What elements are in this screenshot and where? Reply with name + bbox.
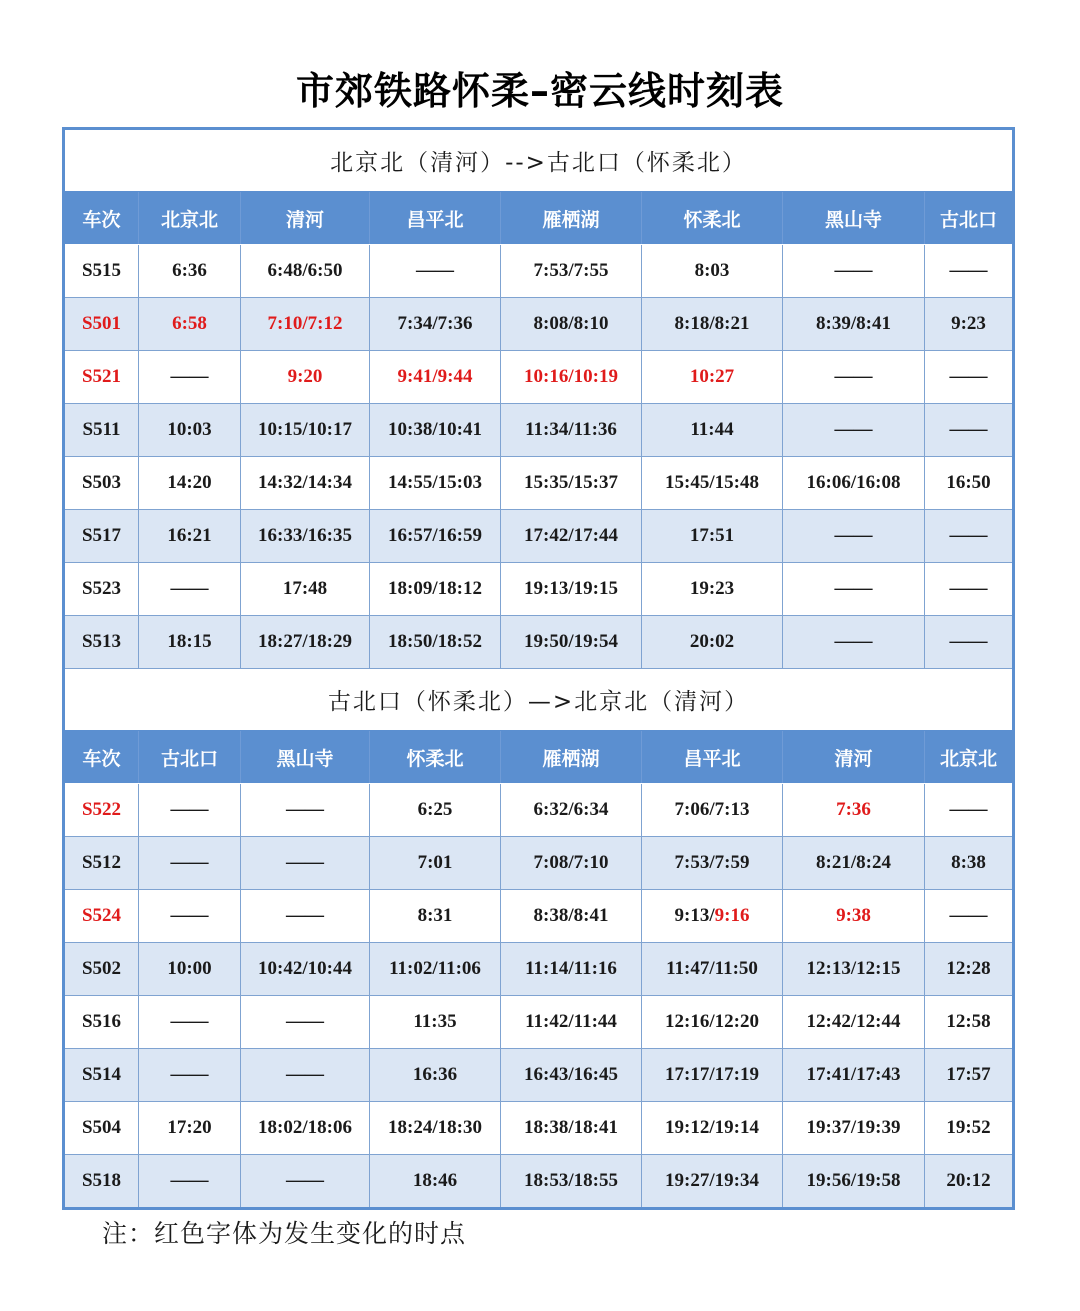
time-cell: 7:36 xyxy=(783,784,925,837)
column-header: 古北口 xyxy=(139,731,241,784)
time-cell: 17:48 xyxy=(241,563,370,616)
time-cell: 18:38/18:41 xyxy=(501,1102,642,1155)
time-cell: 7:53/7:59 xyxy=(642,837,783,890)
time-cell: 18:15 xyxy=(139,616,241,669)
time-cell: 19:52 xyxy=(925,1102,1014,1155)
table-row xyxy=(64,1049,1014,1102)
time-cell: —— xyxy=(139,1049,241,1102)
time-cell: 15:45/15:48 xyxy=(642,457,783,510)
time-cell: 10:42/10:44 xyxy=(241,943,370,996)
time-cell: —— xyxy=(139,1155,241,1209)
time-cell: 16:33/16:35 xyxy=(241,510,370,563)
column-header: 古北口 xyxy=(925,192,1014,245)
time-cell: 19:50/19:54 xyxy=(501,616,642,669)
column-header: 清河 xyxy=(241,192,370,245)
train-number-cell: S518 xyxy=(64,1155,139,1209)
time-cell: —— xyxy=(241,1155,370,1209)
time-cell: 18:02/18:06 xyxy=(241,1102,370,1155)
table-row xyxy=(64,890,1014,943)
time-cell: 8:18/8:21 xyxy=(642,298,783,351)
table-row xyxy=(64,563,1014,616)
column-header: 北京北 xyxy=(925,731,1014,784)
table-row xyxy=(64,457,1014,510)
time-cell xyxy=(642,890,783,943)
time-cell: 18:46 xyxy=(370,1155,501,1209)
time-cell: 12:58 xyxy=(925,996,1014,1049)
time-cell: 18:24/18:30 xyxy=(370,1102,501,1155)
time-cell: 8:08/8:10 xyxy=(501,298,642,351)
time-cell: 16:06/16:08 xyxy=(783,457,925,510)
time-cell: 9:38 xyxy=(783,890,925,943)
time-cell: 9:41/9:44 xyxy=(370,351,501,404)
header-row xyxy=(64,192,1014,245)
time-cell: 16:43/16:45 xyxy=(501,1049,642,1102)
time-cell: —— xyxy=(925,563,1014,616)
time-cell: 19:56/19:58 xyxy=(783,1155,925,1209)
time-cell: —— xyxy=(925,510,1014,563)
column-header: 昌平北 xyxy=(642,731,783,784)
time-cell: 8:39/8:41 xyxy=(783,298,925,351)
train-number-cell: S503 xyxy=(64,457,139,510)
time-cell: 14:55/15:03 xyxy=(370,457,501,510)
train-number-cell: S511 xyxy=(64,404,139,457)
column-header: 雁栖湖 xyxy=(501,192,642,245)
time-cell: 12:42/12:44 xyxy=(783,996,925,1049)
time-cell: 6:32/6:34 xyxy=(501,784,642,837)
time-cell: 8:31 xyxy=(370,890,501,943)
time-cell: —— xyxy=(783,351,925,404)
time-cell: —— xyxy=(241,1049,370,1102)
table-row xyxy=(64,616,1014,669)
timetable xyxy=(62,127,1015,1210)
time-cell: 11:47/11:50 xyxy=(642,943,783,996)
table-row xyxy=(64,996,1014,1049)
time-cell: 16:21 xyxy=(139,510,241,563)
table-row xyxy=(64,837,1014,890)
time-cell: —— xyxy=(370,245,501,298)
column-header: 怀柔北 xyxy=(642,192,783,245)
column-header: 昌平北 xyxy=(370,192,501,245)
time-cell: —— xyxy=(241,996,370,1049)
time-cell: —— xyxy=(139,784,241,837)
time-cell: 20:12 xyxy=(925,1155,1014,1209)
column-header: 车次 xyxy=(64,731,139,784)
column-header: 清河 xyxy=(783,731,925,784)
page-title: 市郊铁路怀柔–密云线时刻表 xyxy=(295,69,784,113)
train-number-cell: S522 xyxy=(64,784,139,837)
time-cell: 6:48/6:50 xyxy=(241,245,370,298)
time-cell: 10:38/10:41 xyxy=(370,404,501,457)
time-cell: 8:03 xyxy=(642,245,783,298)
time-cell: 10:16/10:19 xyxy=(501,351,642,404)
time-cell: 7:08/7:10 xyxy=(501,837,642,890)
time-cell: —— xyxy=(783,510,925,563)
table-row xyxy=(64,1102,1014,1155)
time-cell: —— xyxy=(925,351,1014,404)
time-cell: 16:36 xyxy=(370,1049,501,1102)
time-cell: 19:37/19:39 xyxy=(783,1102,925,1155)
time-cell: —— xyxy=(241,784,370,837)
time-cell: —— xyxy=(139,996,241,1049)
train-number-cell: S514 xyxy=(64,1049,139,1102)
time-cell: 18:50/18:52 xyxy=(370,616,501,669)
time-cell: 19:23 xyxy=(642,563,783,616)
time-cell: 8:21/8:24 xyxy=(783,837,925,890)
table-row xyxy=(64,298,1014,351)
time-cell: 10:00 xyxy=(139,943,241,996)
time-cell: 10:15/10:17 xyxy=(241,404,370,457)
table-row xyxy=(64,784,1014,837)
time-cell: 11:34/11:36 xyxy=(501,404,642,457)
time-cell: 19:27/19:34 xyxy=(642,1155,783,1209)
time-cell: —— xyxy=(139,890,241,943)
time-cell: 11:35 xyxy=(370,996,501,1049)
time-cell: —— xyxy=(925,890,1014,943)
time-cell: 9:23 xyxy=(925,298,1014,351)
time-cell: 11:14/11:16 xyxy=(501,943,642,996)
time-cell: —— xyxy=(139,837,241,890)
time-cell: —— xyxy=(925,616,1014,669)
time-cell: —— xyxy=(783,616,925,669)
time-cell: 16:57/16:59 xyxy=(370,510,501,563)
time-cell: 7:01 xyxy=(370,837,501,890)
time-cell: 7:53/7:55 xyxy=(501,245,642,298)
time-cell: 12:13/12:15 xyxy=(783,943,925,996)
time-cell: —— xyxy=(783,404,925,457)
column-header: 黑山寺 xyxy=(241,731,370,784)
time-cell: 11:42/11:44 xyxy=(501,996,642,1049)
time-cell: 7:10/7:12 xyxy=(241,298,370,351)
time-cell: —— xyxy=(783,563,925,616)
table-row xyxy=(64,510,1014,563)
train-number-cell: S523 xyxy=(64,563,139,616)
time-cell: 18:09/18:12 xyxy=(370,563,501,616)
column-header: 雁栖湖 xyxy=(501,731,642,784)
direction-row xyxy=(64,669,1014,731)
time-cell: 7:06/7:13 xyxy=(642,784,783,837)
time-cell: 14:20 xyxy=(139,457,241,510)
time-cell: 9:20 xyxy=(241,351,370,404)
time-cell: 15:35/15:37 xyxy=(501,457,642,510)
train-number-cell: S504 xyxy=(64,1102,139,1155)
time-cell: —— xyxy=(925,784,1014,837)
time-cell: 12:28 xyxy=(925,943,1014,996)
train-number-cell: S502 xyxy=(64,943,139,996)
time-cell: 6:58 xyxy=(139,298,241,351)
column-header: 怀柔北 xyxy=(370,731,501,784)
train-number-cell: S524 xyxy=(64,890,139,943)
time-cell: 17:42/17:44 xyxy=(501,510,642,563)
time-part: 9:13/ xyxy=(674,905,715,926)
time-cell: —— xyxy=(139,563,241,616)
time-cell: 14:32/14:34 xyxy=(241,457,370,510)
time-part-changed: 9:16 xyxy=(714,905,750,926)
time-cell: 10:27 xyxy=(642,351,783,404)
table-row xyxy=(64,404,1014,457)
train-number-cell: S521 xyxy=(64,351,139,404)
direction-title: 北京北（清河）-->古北口（怀柔北） xyxy=(64,129,1014,192)
time-cell: —— xyxy=(783,245,925,298)
time-cell: 6:36 xyxy=(139,245,241,298)
table-row xyxy=(64,351,1014,404)
train-number-cell: S501 xyxy=(64,298,139,351)
train-number-cell: S517 xyxy=(64,510,139,563)
time-cell: 17:51 xyxy=(642,510,783,563)
time-cell: 16:50 xyxy=(925,457,1014,510)
time-cell: 17:41/17:43 xyxy=(783,1049,925,1102)
time-cell: —— xyxy=(241,837,370,890)
time-cell: 19:12/19:14 xyxy=(642,1102,783,1155)
train-number-cell: S516 xyxy=(64,996,139,1049)
train-number-cell: S513 xyxy=(64,616,139,669)
time-cell: 11:44 xyxy=(642,404,783,457)
time-cell: 17:20 xyxy=(139,1102,241,1155)
train-number-cell: S512 xyxy=(64,837,139,890)
table-row xyxy=(64,1155,1014,1209)
time-cell: —— xyxy=(139,351,241,404)
time-cell: 12:16/12:20 xyxy=(642,996,783,1049)
time-cell: —— xyxy=(925,404,1014,457)
header-row xyxy=(64,731,1014,784)
time-cell: —— xyxy=(241,890,370,943)
time-cell: 6:25 xyxy=(370,784,501,837)
time-cell: 19:13/19:15 xyxy=(501,563,642,616)
time-cell: 17:57 xyxy=(925,1049,1014,1102)
train-number-cell: S515 xyxy=(64,245,139,298)
column-header: 北京北 xyxy=(139,192,241,245)
column-header: 车次 xyxy=(64,192,139,245)
time-cell: 8:38 xyxy=(925,837,1014,890)
time-cell: 18:53/18:55 xyxy=(501,1155,642,1209)
direction-row xyxy=(64,129,1014,192)
time-cell: 7:34/7:36 xyxy=(370,298,501,351)
time-cell: 8:38/8:41 xyxy=(501,890,642,943)
time-cell: 10:03 xyxy=(139,404,241,457)
time-cell: 20:02 xyxy=(642,616,783,669)
time-cell: 11:02/11:06 xyxy=(370,943,501,996)
time-cell: 17:17/17:19 xyxy=(642,1049,783,1102)
table-row xyxy=(64,245,1014,298)
direction-title: 古北口（怀柔北）—>北京北（清河） xyxy=(64,669,1014,731)
time-cell: 18:27/18:29 xyxy=(241,616,370,669)
table-row xyxy=(64,943,1014,996)
column-header: 黑山寺 xyxy=(783,192,925,245)
footnote: 注：红色字体为发生变化的时点 xyxy=(102,1219,467,1248)
time-cell: —— xyxy=(925,245,1014,298)
